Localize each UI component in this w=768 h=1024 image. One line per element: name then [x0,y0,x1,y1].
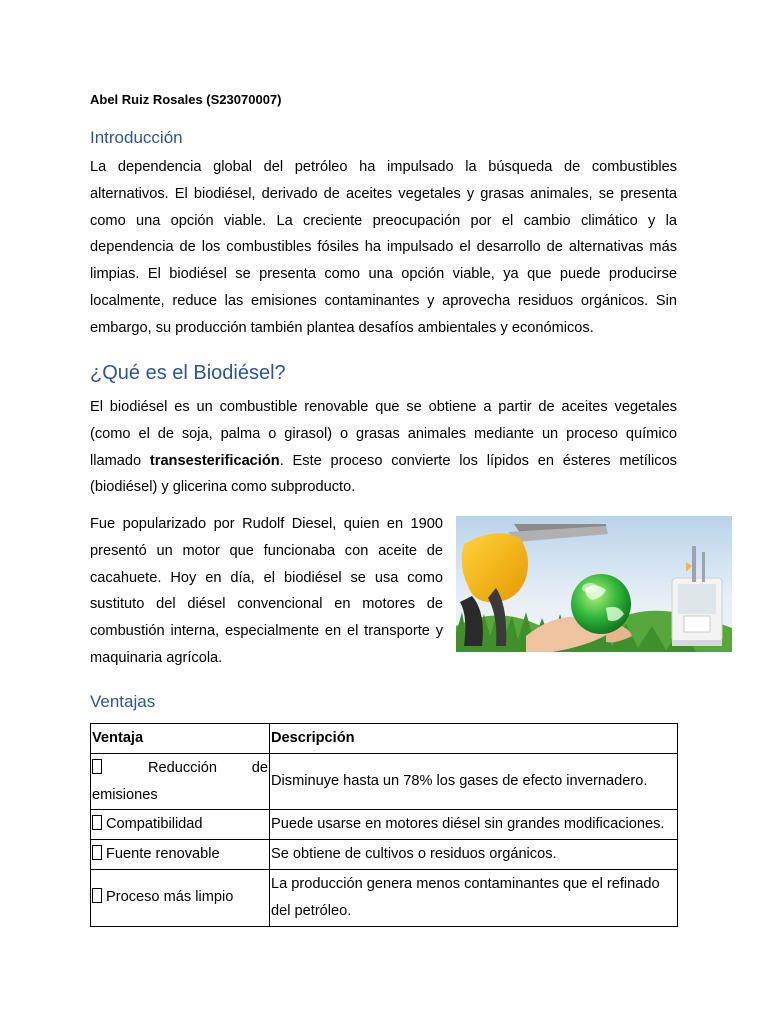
ventaja-first-line-left [92,755,217,782]
author-line: Abel Ruiz Rosales (S23070007) [90,92,282,107]
table-cell-descripcion: Puede usarse en motores diésel sin grandes modificaciones. [270,810,678,840]
table-row [91,810,678,840]
table-cell-descripcion: Disminuye hasta un 78% los gases de efecto invernadero. [270,753,678,810]
ventaja-word-a: Reducción [148,759,217,776]
table-cell-ventaja [91,869,270,926]
table-cell-descripcion: La producción genera menos contaminantes que el refinado del petróleo. [270,869,678,926]
checkbox-glyph-icon [92,845,102,860]
what-text-after: . Este proceso convierte los lípidos en ésteres metílicos (biodiésel) y glicerina como subproducto. [90,452,677,496]
biodiesel-illustration [456,516,732,652]
header-descripcion: Descripción [270,724,678,754]
table-row [91,869,678,926]
ventaja-label: Proceso más limpio [106,889,234,906]
ventaja-label: Compatibilidad [106,816,203,833]
biodiesel-illustration-svg [456,516,732,652]
what-text-before: El biodiésel es un combustible renovable que se obtiene a partir de aceites vegetales (como el de soja, palma o girasol) o grasas animales mediante un proceso químico llamado [90,399,677,469]
what-heading: ¿Qué es el Biodiésel? [90,362,286,384]
what-paragraph [90,394,677,501]
checkbox-glyph-icon [92,888,102,903]
ventaja-word-c: emisiones [92,786,158,803]
table-cell-ventaja [91,810,270,840]
ventaja-word-b: de [251,759,268,776]
advantages-table [90,723,678,927]
header-ventaja: Ventaja [91,724,270,754]
intro-paragraph: La dependencia global del petróleo ha impulsado la búsqueda de combustibles alternativos. El biodiésel, derivado de aceites vegetales y grasas animales, se presenta como una opción viable. La creciente preocupación por el cambio climático y la dependencia de los combustibles fósiles ha impulsado el desarrollo de alternativas más limpias. El biodiésel se presenta como una opción viable, ya que puede producirse localmente, reduce las emisiones contaminantes y aprovecha residuos orgánicos. Sin embargo, su producción también plantea desafíos ambientales y económicos. [90,159,677,336]
ventaja-first-line [92,755,268,782]
history-paragraph: Fue popularizado por Rudolf Diesel, quien en 1900 presentó un motor que funcionaba con aceite de cacahuete. Hoy en día, el biodiésel se usa como sustituto del diésel convencional en motores de combustión interna, especialmente en el transporte y maquinaria agrícola. [90,516,443,666]
table-row [91,840,678,870]
table-cell-descripcion: Se obtiene de cultivos o residuos orgánicos. [270,840,678,870]
checkbox-glyph-icon [92,815,102,830]
table-header-row [91,724,678,754]
advantages-heading: Ventajas [90,692,156,711]
checkbox-glyph-icon [92,759,102,774]
ventaja-label: Fuente renovable [106,846,220,863]
transesterification-term: transesterificación [149,452,280,469]
table-row [91,753,678,810]
intro-heading: Introducción [90,128,183,147]
table-cell-ventaja [91,753,270,810]
table-cell-ventaja [91,840,270,870]
